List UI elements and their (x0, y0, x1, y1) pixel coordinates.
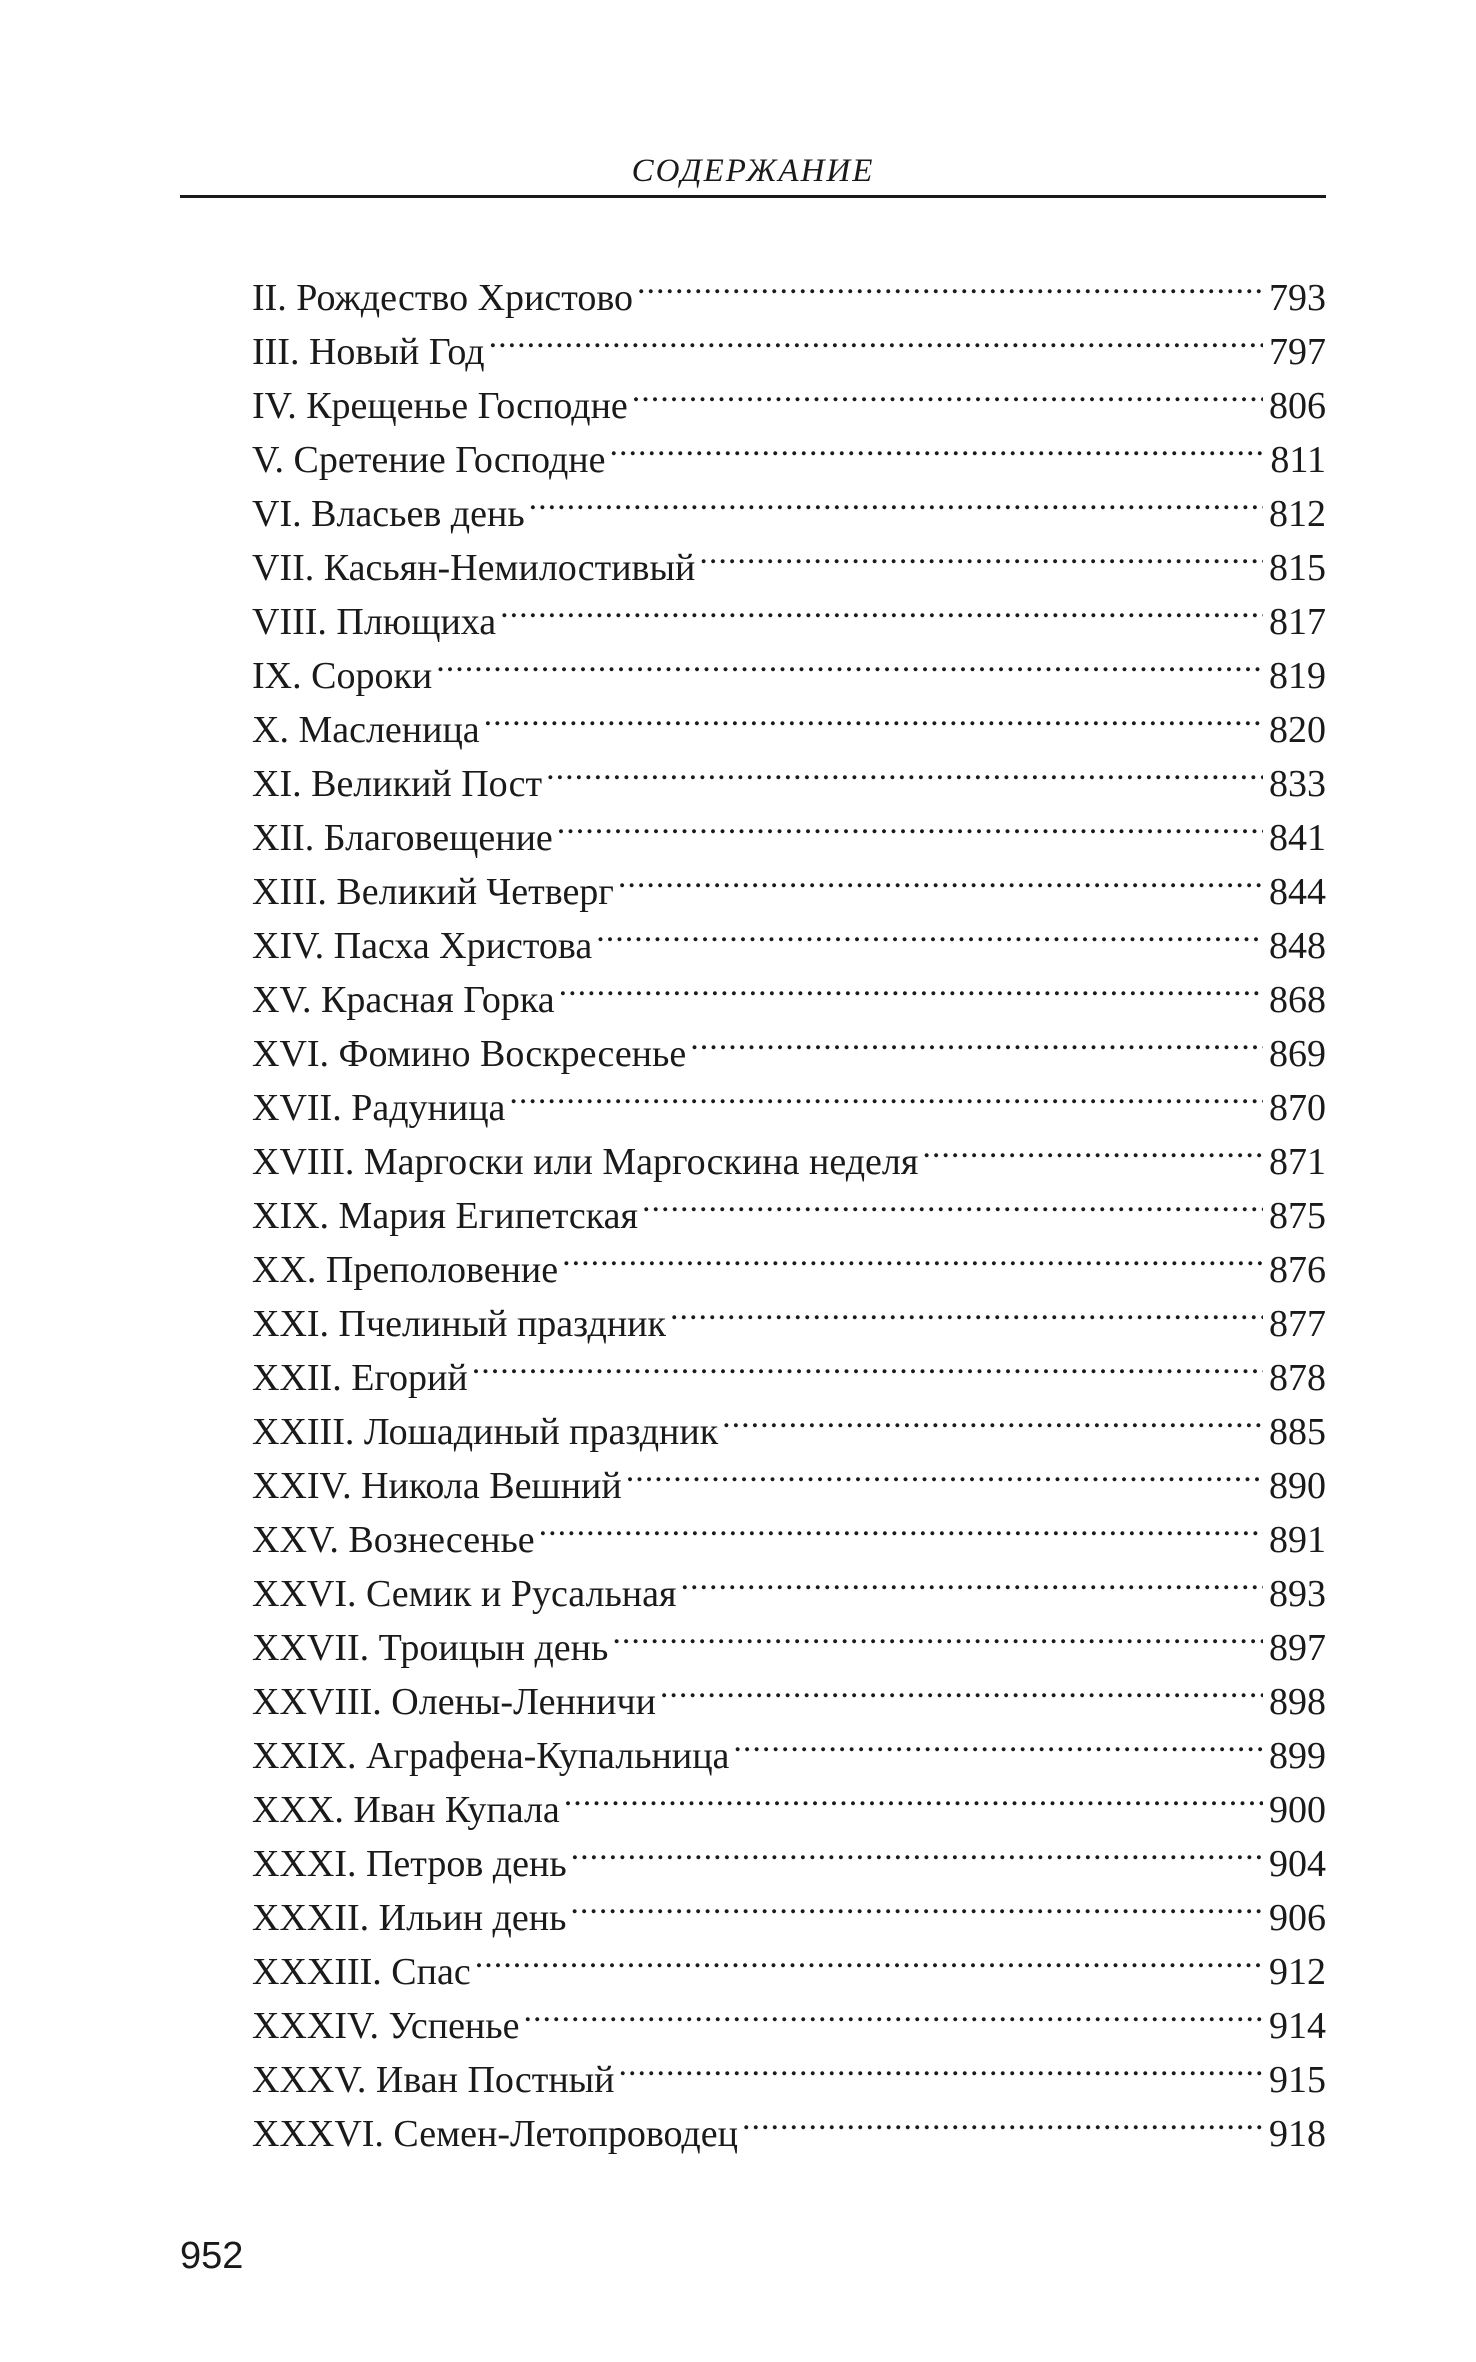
running-head: СОДЕРЖАНИЕ (631, 153, 875, 189)
toc-entry-page: 819 (1269, 655, 1326, 697)
toc-entry-title: XXXII. Ильин день (252, 1897, 567, 1939)
toc-entry-title: XXX. Иван Купала (252, 1789, 560, 1831)
dot-leader (571, 1822, 1263, 1876)
toc-entry-title: XX. Преполовение (252, 1249, 559, 1291)
toc-entry-title: XXIII. Лошадиный праздник (252, 1411, 719, 1453)
dot-leader (742, 2092, 1263, 2146)
toc-entry-page: 899 (1269, 1735, 1326, 1777)
toc-entry-page: 797 (1269, 331, 1326, 373)
toc-entry-title: VII. Касьян-Немилостивый (252, 547, 696, 589)
toc-entry-title: XVI. Фомино Воскресенье (252, 1033, 687, 1075)
toc-entry-page: 906 (1269, 1897, 1326, 1939)
toc-entry-page: 915 (1269, 2059, 1326, 2101)
dot-leader (436, 634, 1263, 688)
toc-entry-title: XXXIII. Спас (252, 1951, 471, 1993)
toc-entry-page: 893 (1269, 1573, 1326, 1615)
dot-leader (612, 1606, 1263, 1660)
dot-leader (680, 1552, 1263, 1606)
dot-leader (559, 958, 1263, 1012)
toc-entry-page: 793 (1269, 277, 1326, 319)
toc-entry-title: V. Сретение Господне (252, 439, 606, 481)
toc-entry-page: 878 (1269, 1357, 1326, 1399)
dot-leader (529, 472, 1263, 526)
toc-entry-page: 898 (1269, 1681, 1326, 1723)
toc-entry-page: 870 (1269, 1087, 1326, 1129)
toc-entry-page: 811 (1270, 439, 1326, 481)
toc-entry-page: 885 (1269, 1411, 1326, 1453)
dot-leader (922, 1120, 1263, 1174)
dot-leader (570, 1876, 1263, 1930)
dot-leader (596, 904, 1263, 958)
toc-entry-title: XXVIII. Олены-Ленничи (252, 1681, 656, 1723)
table-of-contents (252, 256, 1326, 2155)
dot-leader (564, 1768, 1263, 1822)
dot-leader (557, 796, 1263, 850)
toc-entry-title: III. Новый Год (252, 331, 485, 373)
toc-entry-title: XXII. Егорий (252, 1357, 468, 1399)
toc-entry-page: 868 (1269, 979, 1326, 1021)
toc-entry-title: XIV. Пасха Христова (252, 925, 593, 967)
toc-entry-page: 912 (1269, 1951, 1326, 1993)
toc-entry-page: 820 (1269, 709, 1326, 751)
toc-entry-page: 876 (1269, 1249, 1326, 1291)
dot-leader (618, 850, 1263, 904)
toc-entry-title: XVII. Радуница (252, 1087, 506, 1129)
toc-entry-page: 817 (1269, 601, 1326, 643)
dot-leader (690, 1012, 1263, 1066)
toc-entry (252, 256, 1326, 319)
toc-entry-title: XXXV. Иван Постный (252, 2059, 615, 2101)
toc-entry-title: XXI. Пчелиный праздник (252, 1303, 666, 1345)
dot-leader (472, 1336, 1263, 1390)
dot-leader (500, 580, 1263, 634)
toc-entry-page: 891 (1269, 1519, 1326, 1561)
toc-entry-title: X. Масленица (252, 709, 480, 751)
dot-leader (619, 2038, 1263, 2092)
dot-leader (670, 1282, 1263, 1336)
dot-leader (546, 742, 1263, 796)
toc-entry-page: 871 (1269, 1141, 1326, 1183)
toc-entry-page: 877 (1269, 1303, 1326, 1345)
toc-entry-title: II. Рождество Христово (252, 277, 634, 319)
toc-entry-page: 812 (1269, 493, 1326, 535)
toc-entry-page: 904 (1269, 1843, 1326, 1885)
toc-entry-page: 875 (1269, 1195, 1326, 1237)
toc-entry-page: 897 (1269, 1627, 1326, 1669)
dot-leader (699, 526, 1263, 580)
toc-entry-page: 890 (1269, 1465, 1326, 1507)
toc-entry-page: 900 (1269, 1789, 1326, 1831)
toc-entry-title: XXXI. Петров день (252, 1843, 567, 1885)
toc-entry-page: 914 (1269, 2005, 1326, 2047)
dot-leader (626, 1444, 1263, 1498)
toc-entry-page: 833 (1269, 763, 1326, 805)
toc-entry-page: 844 (1269, 871, 1326, 913)
dot-leader (562, 1228, 1263, 1282)
toc-entry-title: XV. Красная Горка (252, 979, 555, 1021)
header-rule (180, 195, 1326, 198)
dot-leader (539, 1498, 1263, 1552)
toc-entry-title: IX. Сороки (252, 655, 433, 697)
toc-entry-title: XXIX. Аграфена-Купальница (252, 1735, 730, 1777)
dot-leader (632, 364, 1263, 418)
dot-leader (637, 256, 1263, 310)
toc-entry-page: 918 (1269, 2113, 1326, 2155)
toc-entry-title: XXIV. Никола Вешний (252, 1465, 622, 1507)
dot-leader (610, 418, 1265, 472)
toc-entry-title: XXVII. Троицын день (252, 1627, 609, 1669)
toc-entry-title: XVIII. Маргоски или Маргоскина неделя (252, 1141, 919, 1183)
toc-entry-title: VIII. Плющиха (252, 601, 497, 643)
dot-leader (523, 1984, 1263, 2038)
toc-entry-page: 806 (1269, 385, 1326, 427)
toc-entry-title: XXXVI. Семен-Летопроводец (252, 2113, 738, 2155)
dot-leader (475, 1930, 1263, 1984)
dot-leader (642, 1174, 1263, 1228)
toc-entry-page: 815 (1269, 547, 1326, 589)
toc-entry-title: XXV. Вознесенье (252, 1519, 535, 1561)
toc-entry-page: 848 (1269, 925, 1326, 967)
dot-leader (733, 1714, 1263, 1768)
toc-entry-title: XXXIV. Успенье (252, 2005, 520, 2047)
dot-leader (484, 688, 1263, 742)
toc-entry-page: 869 (1269, 1033, 1326, 1075)
dot-leader (722, 1390, 1263, 1444)
toc-entry-title: XIX. Мария Египетская (252, 1195, 639, 1237)
toc-entry-title: XI. Великий Пост (252, 763, 543, 805)
dot-leader (489, 310, 1263, 364)
toc-entry-page: 841 (1269, 817, 1326, 859)
toc-entry-title: VI. Власьев день (252, 493, 525, 535)
toc-entry-title: XII. Благовещение (252, 817, 553, 859)
toc-entry-title: IV. Крещенье Господне (252, 385, 628, 427)
dot-leader (660, 1660, 1263, 1714)
toc-entry-title: XXVI. Семик и Русальная (252, 1573, 677, 1615)
dot-leader (509, 1066, 1263, 1120)
page-number: 952 (180, 2235, 244, 2277)
toc-entry-title: XIII. Великий Четверг (252, 871, 614, 913)
